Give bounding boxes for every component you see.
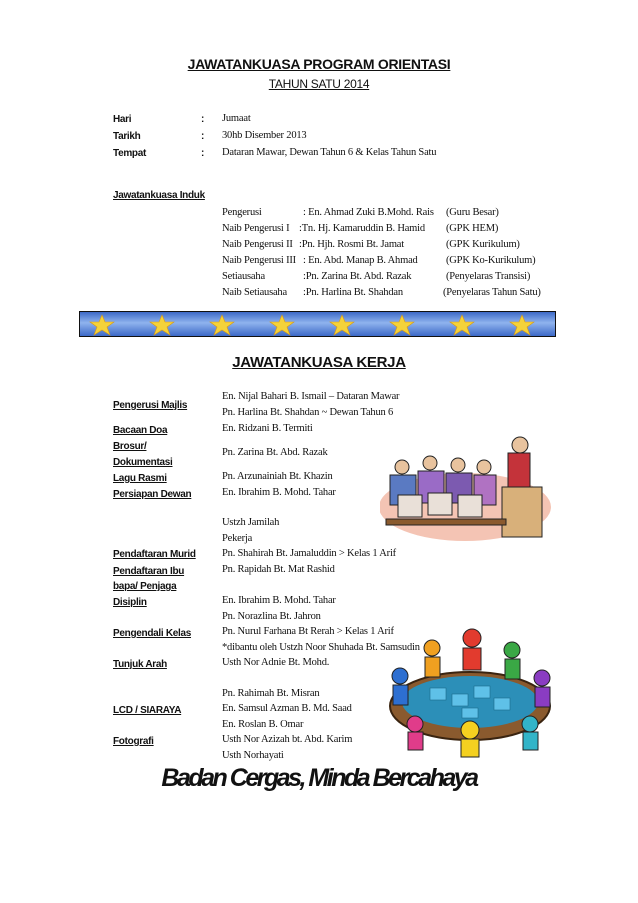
label-pengerusi-majlis: Pengerusi Majlis (113, 400, 188, 411)
value-text: En. Nijal Bahari B. Ismail – Dataran Mawar (222, 391, 400, 402)
label-disiplin: Disiplin (113, 597, 147, 608)
induk-role: Naib Pengerusi I (222, 223, 290, 234)
page-title: JAWATANKUASA PROGRAM ORIENTASI (187, 56, 451, 72)
info-colon: : (201, 114, 205, 125)
classroom-clipart (380, 435, 562, 545)
value-text: Ustzh Jamilah (222, 517, 280, 528)
info-value-tempat: Dataran Mawar, Dewan Tahun 6 & Kelas Tahun Satu (222, 147, 437, 158)
label-pengendali-kelas: Pengendali Kelas (113, 628, 192, 639)
info-value-hari: Jumaat (222, 113, 251, 124)
kerja-heading: JAWATANKUASA KERJA (232, 354, 406, 371)
value-text: Pn. Zarina Bt. Abd. Razak (222, 447, 328, 458)
page-subtitle: TAHUN SATU 2014 (268, 77, 370, 91)
induk-role: Naib Pengerusi II (222, 239, 293, 250)
slogan: Badan Cergas, Minda Bercahaya (161, 764, 477, 792)
info-colon: : (201, 148, 205, 159)
info-label-tarikh: Tarikh (113, 131, 141, 142)
label-bacaan-doa: Bacaan Doa (113, 425, 168, 436)
value-text: Pn. Norazlina Bt. Jahron (222, 611, 321, 622)
label-lcd-siaraya: LCD / SIARAYA (113, 705, 182, 716)
label-tunjuk-arah: Tunjuk Arah (113, 659, 167, 670)
value-text: Pn. Rahimah Bt. Misran (222, 688, 320, 699)
info-label-hari: Hari (113, 114, 132, 125)
value-text: Pn. Harlina Bt. Shahdan ~ Dewan Tahun 6 (222, 407, 394, 418)
label-fotografi: Fotografi (113, 736, 154, 747)
induk-role: Pengerusi (222, 207, 262, 218)
value-text: Usth Norhayati (222, 750, 284, 761)
induk-name: :Pn. Zarina Bt. Abd. Razak (303, 271, 412, 282)
sun-banner (79, 311, 556, 337)
induk-role: Setiausaha (222, 271, 265, 282)
label-lagu-rasmi: Lagu Rasmi (113, 473, 167, 484)
value-text: *dibantu oleh Ustzh Noor Shuhada Bt. Samsudin (222, 642, 420, 653)
induk-name: : En. Abd. Manap B. Ahmad (303, 255, 418, 266)
value-text: Usth Nor Azizah bt. Abd. Karim (222, 734, 353, 745)
value-text: Pn. Rapidah Bt. Mat Rashid (222, 564, 335, 575)
value-text: En. Ibrahim B. Mohd. Tahar (222, 487, 336, 498)
label-dokumentasi: Dokumentasi (113, 457, 173, 468)
induk-note: (Guru Besar) (446, 207, 499, 218)
label-pendaftaran-ibu: Pendaftaran Ibu (113, 566, 185, 577)
induk-note: (Penyelaras Transisi) (446, 271, 531, 282)
value-text: En. Roslan B. Omar (222, 719, 304, 730)
induk-name: :Pn. Hjh. Rosmi Bt. Jamat (299, 239, 404, 250)
info-label-tempat: Tempat (113, 148, 147, 159)
induk-role: Naib Pengerusi III (222, 255, 296, 266)
info-value-tarikh: 30hb Disember 2013 (222, 130, 307, 141)
induk-role: Naib Setiausaha (222, 287, 287, 298)
value-text: Usth Nor Adnie Bt. Mohd. (222, 657, 330, 668)
induk-note: (Penyelaras Tahun Satu) (443, 287, 541, 298)
label-bapa-penjaga: bapa/ Penjaga (113, 581, 177, 592)
induk-name: : En. Ahmad Zuki B.Mohd. Rais (303, 207, 434, 218)
meeting-puzzle-clipart (370, 628, 570, 758)
value-text: Pn. Nurul Farhana Bt Rerah > Kelas 1 Arif (222, 626, 394, 637)
induk-name: :Pn. Harlina Bt. Shahdan (303, 287, 403, 298)
info-colon: : (201, 131, 205, 142)
value-text: En. Ridzani B. Termiti (222, 423, 313, 434)
value-text: Pekerja (222, 533, 253, 544)
induk-note: (GPK HEM) (446, 223, 499, 234)
label-pendaftaran-murid: Pendaftaran Murid (113, 549, 196, 560)
value-text: Pn. Shahirah Bt. Jamaluddin > Kelas 1 Arif (222, 548, 396, 559)
value-text: En. Samsul Azman B. Md. Saad (222, 703, 352, 714)
label-brosur: Brosur/ (113, 441, 147, 452)
induk-heading: Jawatankuasa Induk (113, 190, 205, 201)
value-text: En. Ibrahim B. Mohd. Tahar (222, 595, 336, 606)
induk-note: (GPK Ko-Kurikulum) (446, 255, 536, 266)
induk-note: (GPK Kurikulum) (446, 239, 520, 250)
value-text: Pn. Arzunainiah Bt. Khazin (222, 471, 333, 482)
sun-banner-graphic (80, 312, 557, 338)
label-persiapan-dewan: Persiapan Dewan (113, 489, 192, 500)
induk-name: :Tn. Hj. Kamaruddin B. Hamid (299, 223, 425, 234)
